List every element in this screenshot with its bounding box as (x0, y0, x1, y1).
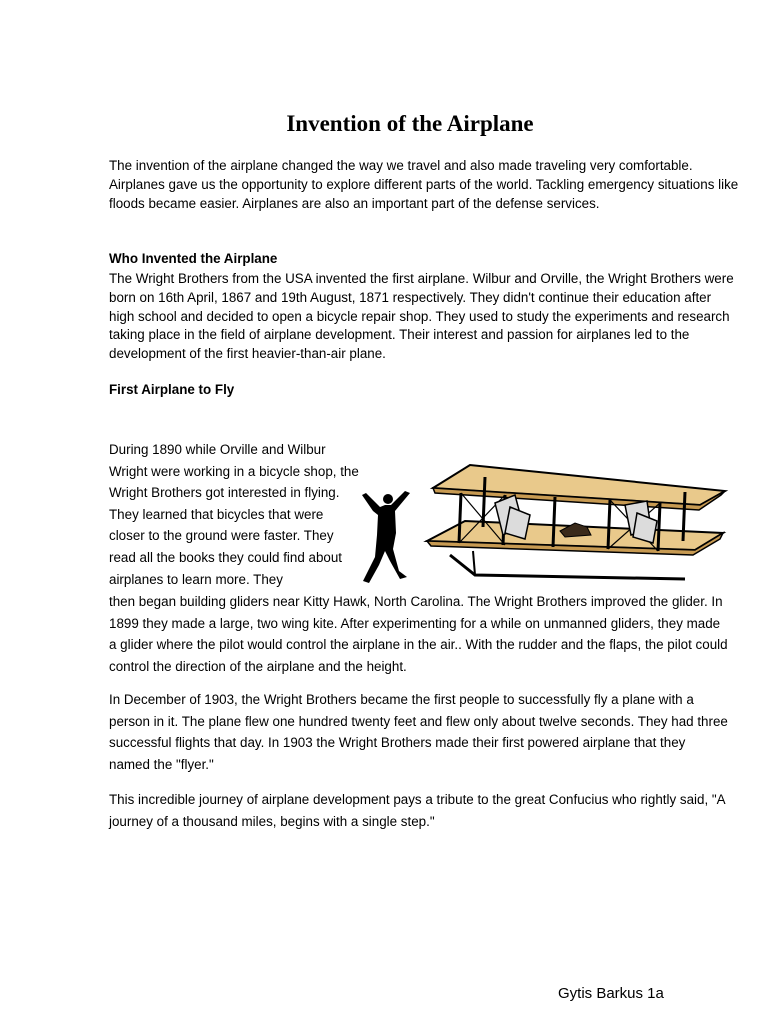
intro-paragraph: The invention of the airplane changed the way we travel and also made traveling very comfortable. Airplanes gave us the opportunity to explore different parts of the world. Tackling emergency situations like floods became easier. Airplanes are also an important part of the defense services. (109, 158, 739, 211)
clipart-illustration (355, 455, 730, 590)
page-title: Invention of the Airplane (286, 111, 534, 136)
cheering-man-silhouette-icon (362, 491, 410, 583)
first-airplane-paragraph-full: then began building gliders near Kitty Hawk, North Carolina. The Wright Brothers improved the glider. In 1899 they made a large, two wing kite. After experimenting for a while on unmanned gliders, they made a glider where the pilot would control the airplane in the air.. With the rudder and the flaps, the pilot could control the direction of the airplane and the height. (109, 594, 728, 674)
author-signature: Gytis Barkus 1a (558, 985, 664, 1002)
who-invented-paragraph: The Wright Brothers from the USA invented the first airplane. Wilbur and Orville, the Wright Brothers were born on 16th April, 1867 and 19th August, 1871 respectively. They didn't continue their education after high school and decided to open a bicycle repair shop. They used to study the experiments and research taking place in the field of airplane development. Their interest and passion for airplanes led to the development of the first heavier-than-air plane. (109, 271, 734, 362)
first-airplane-paragraph-wrapped: During 1890 while Orville and Wilbur Wright were working in a bicycle shop, the Wright Brothers got interested in flying. They learned that bicycles that were closer to the ground were faster. They read all the books they could find about airplanes to learn more. They (109, 442, 359, 587)
journey-paragraph: This incredible journey of airplane development pays a tribute to the great Confucius who rightly said, "A journey of a thousand miles, begins with a single step." (109, 792, 725, 829)
wright-flyer-biplane-icon (427, 465, 725, 579)
first-airplane-heading: First Airplane to Fly (109, 382, 235, 397)
who-invented-heading: Who Invented the Airplane (109, 251, 278, 266)
december-1903-paragraph: In December of 1903, the Wright Brothers became the first people to successfully fly a plane with a person in it. The plane flew one hundred twenty feet and flew only about twelve seconds. They had three successful flights that day. In 1903 the Wright Brothers made their first powered airplane that they named the "flyer." (109, 692, 728, 772)
